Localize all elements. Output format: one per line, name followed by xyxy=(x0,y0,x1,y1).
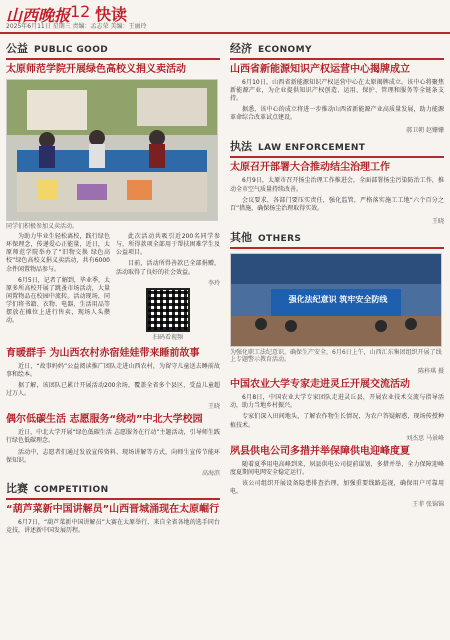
section-title: 快读 xyxy=(95,5,128,24)
article-headline: 中国农业大学专家走进灵丘开展交流活动 xyxy=(230,379,410,391)
right-column xyxy=(230,40,444,508)
article-photo xyxy=(230,253,442,347)
paragraph: 6月5日，记者了解到，毕业季，太原多所高校开展了跳蚤市场活动，大量闲置物品在校园中流转。活动现场，同学们将书籍、衣物、电器、生活用品等摆放在摊位上进行售卖，现场人头攒动。 xyxy=(6,276,110,325)
article-body xyxy=(6,519,220,535)
article-body xyxy=(6,233,110,344)
paragraph: 近日，“故事妈妈”公益阅读推广团队走进山西农村，为留守儿童送去睡前故事和绘本。 xyxy=(6,362,220,379)
section-name: 经济 xyxy=(230,42,252,55)
masthead xyxy=(0,0,450,34)
article-headline: 太原师范学院开展绿色高校义捐义卖活动 xyxy=(6,64,186,75)
article-headline: “葫芦菜新中国讲解员”山西晋城涌现在太原崛行 xyxy=(6,503,220,515)
banner-text: 强化法纪意识 筑牢安全防线 xyxy=(288,294,388,304)
paragraph: 此次活动共吸引近200名同学参与，所得款项全部用于帮扶困难学生及公益项目。 xyxy=(116,233,220,257)
paragraph: 目前，活动所得善款已全部捐赠，活动取得了良好的社会效益。 xyxy=(116,260,220,276)
article-body-row xyxy=(6,233,220,344)
article-headline: 偶尔低碳生活 志愿服务“绕动”中北大学校园 xyxy=(6,414,203,426)
paragraph: 会议要求，各部门要压实责任，强化监管，严格落实施工工地“六个百分之百”措施，确保扬尘治理取得实效。 xyxy=(230,196,444,212)
byline: 李玲 xyxy=(207,279,220,287)
section-divider xyxy=(6,58,220,60)
photo-caption: 为强化职工法纪意识，确保生产安全，6月6日上午，山西汇东集团组织开展了线上专题警示教育活动。 xyxy=(230,348,442,364)
charity-sale-photo xyxy=(7,80,217,220)
section-header-economy xyxy=(230,40,444,56)
section-header-competition xyxy=(6,480,220,496)
section-name: 公益 xyxy=(6,42,28,55)
section-divider xyxy=(6,498,220,500)
dateline: 2025年6月11日 星期三 责编：孟志荣 美编：王丽玲 xyxy=(6,23,147,30)
section-divider xyxy=(230,247,444,249)
left-column xyxy=(6,40,220,538)
article-headline: 太原召开部署大合推动结尘治理工作 xyxy=(230,162,390,174)
paragraph: 6月8日，中国农业大学专家团队走进灵丘县，开展农业技术交流与指导活动，助力当地乡村振兴。 xyxy=(230,394,444,410)
byline: 高海滨 xyxy=(201,469,220,477)
section-name-en: OTHERS xyxy=(258,233,302,244)
article-body xyxy=(6,429,220,464)
paragraph: 6月9日，太原市召开扬尘治理工作推进会，全面部署扬尘污染防治工作，推动全市空气质量持续改善。 xyxy=(230,177,444,193)
article-headline: 夙县供电公司多措并举保障供电迎峰度夏 xyxy=(230,445,410,457)
article-body xyxy=(6,363,220,398)
byline: 陈梓琪 摄 xyxy=(418,368,444,376)
section-header-law-enforcement xyxy=(230,138,444,154)
article-headline: 山西省新能源知识产权运营中心揭牌成立 xyxy=(230,64,410,75)
paragraph: 6月10日，山西省新能源知识产权运营中心在太原揭牌成立。该中心将聚焦新能源产业，为企业提供知识产权创造、运用、保护、管理和服务等全链条支持。 xyxy=(230,79,444,103)
article-body xyxy=(116,233,220,344)
byline: 王晓 xyxy=(207,403,220,411)
section-name: 其他 xyxy=(230,230,252,244)
paragraph: 近日，中北大学开展“绿色低碳生活 志愿服务在行动”主题活动，引导师生践行绿色低碳理念。 xyxy=(6,429,220,445)
paragraph: 据了解，该团队已累计开展活动200余场，覆盖全省多个县区，受益儿童超过万人。 xyxy=(6,382,220,398)
paragraph: 据悉，该中心的成立将进一步推动山西省新能源产业高质量发展，助力能源革命综合改革试点建设。 xyxy=(230,106,444,122)
paragraph: 专家们深入田间地头，了解农作物生长情况，为农户答疑解惑，现场传授种植技术。 xyxy=(230,413,444,429)
section-name-en: LAW ENFORCEMENT xyxy=(258,143,366,154)
section-name: 比赛 xyxy=(6,481,28,495)
paragraph: 为助力毕业生轻松离校，践行绿色环保理念，传递爱心正能量，近日，太原师范学院举办了“旧物交换 绿色高校”绿色高校义捐义卖活动，共有6000余件闲置物品参与。 xyxy=(6,233,110,273)
paragraph: 该公司组织开展设备隐患排查治理，加强重要线路巡视，确保用户可靠用电。 xyxy=(230,479,444,495)
qr-label: 扫码看视频 xyxy=(152,333,183,341)
section-name-en: COMPETITION xyxy=(34,484,109,495)
section-name-en: PUBLIC GOOD xyxy=(34,45,109,55)
byline: 刘杰思 马景峰 xyxy=(406,434,444,442)
byline: 郝卫朝 赵姗姗 xyxy=(406,127,444,135)
article-headline: 育暖群手 为山西农村赤宿娃娃带来睡前故事 xyxy=(6,347,200,359)
paragraph: 随着夏季用电高峰到来，夙县供电公司提前谋划，多措并举，全力保障迎峰度夏期间电网安全稳定运行。 xyxy=(230,460,444,476)
paragraph: 活动中，志愿者们通过发放宣传资料、现场讲解等方式，向师生宣传节能环保知识。 xyxy=(6,448,220,464)
article-body xyxy=(230,177,444,212)
newspaper-logo: 山西晚报 xyxy=(6,6,71,25)
section-name-en: ECONOMY xyxy=(258,45,312,55)
section-name: 执法 xyxy=(230,140,252,154)
section-header-others xyxy=(230,229,444,245)
qr-code-icon[interactable] xyxy=(146,288,190,332)
article-body xyxy=(230,394,444,429)
byline: 王晓 xyxy=(431,217,444,225)
qr-code-block[interactable] xyxy=(116,288,220,344)
paragraph: 6月7日，“葫芦菜新中国讲解员”大赛在太原举行，来自全省各地的选手同台竞技，讲述新中国发展历程。 xyxy=(6,518,220,534)
section-divider xyxy=(230,156,444,158)
article-body xyxy=(230,461,444,496)
section-header-public-good xyxy=(6,40,220,56)
article-photo xyxy=(6,79,218,221)
article-body xyxy=(230,79,444,122)
section-divider xyxy=(230,58,444,60)
page-number: 12 xyxy=(70,2,91,21)
byline: 王菲 张锦锦 xyxy=(412,500,444,508)
photo-caption: 同学们积极参加义卖活动。 xyxy=(6,223,79,230)
